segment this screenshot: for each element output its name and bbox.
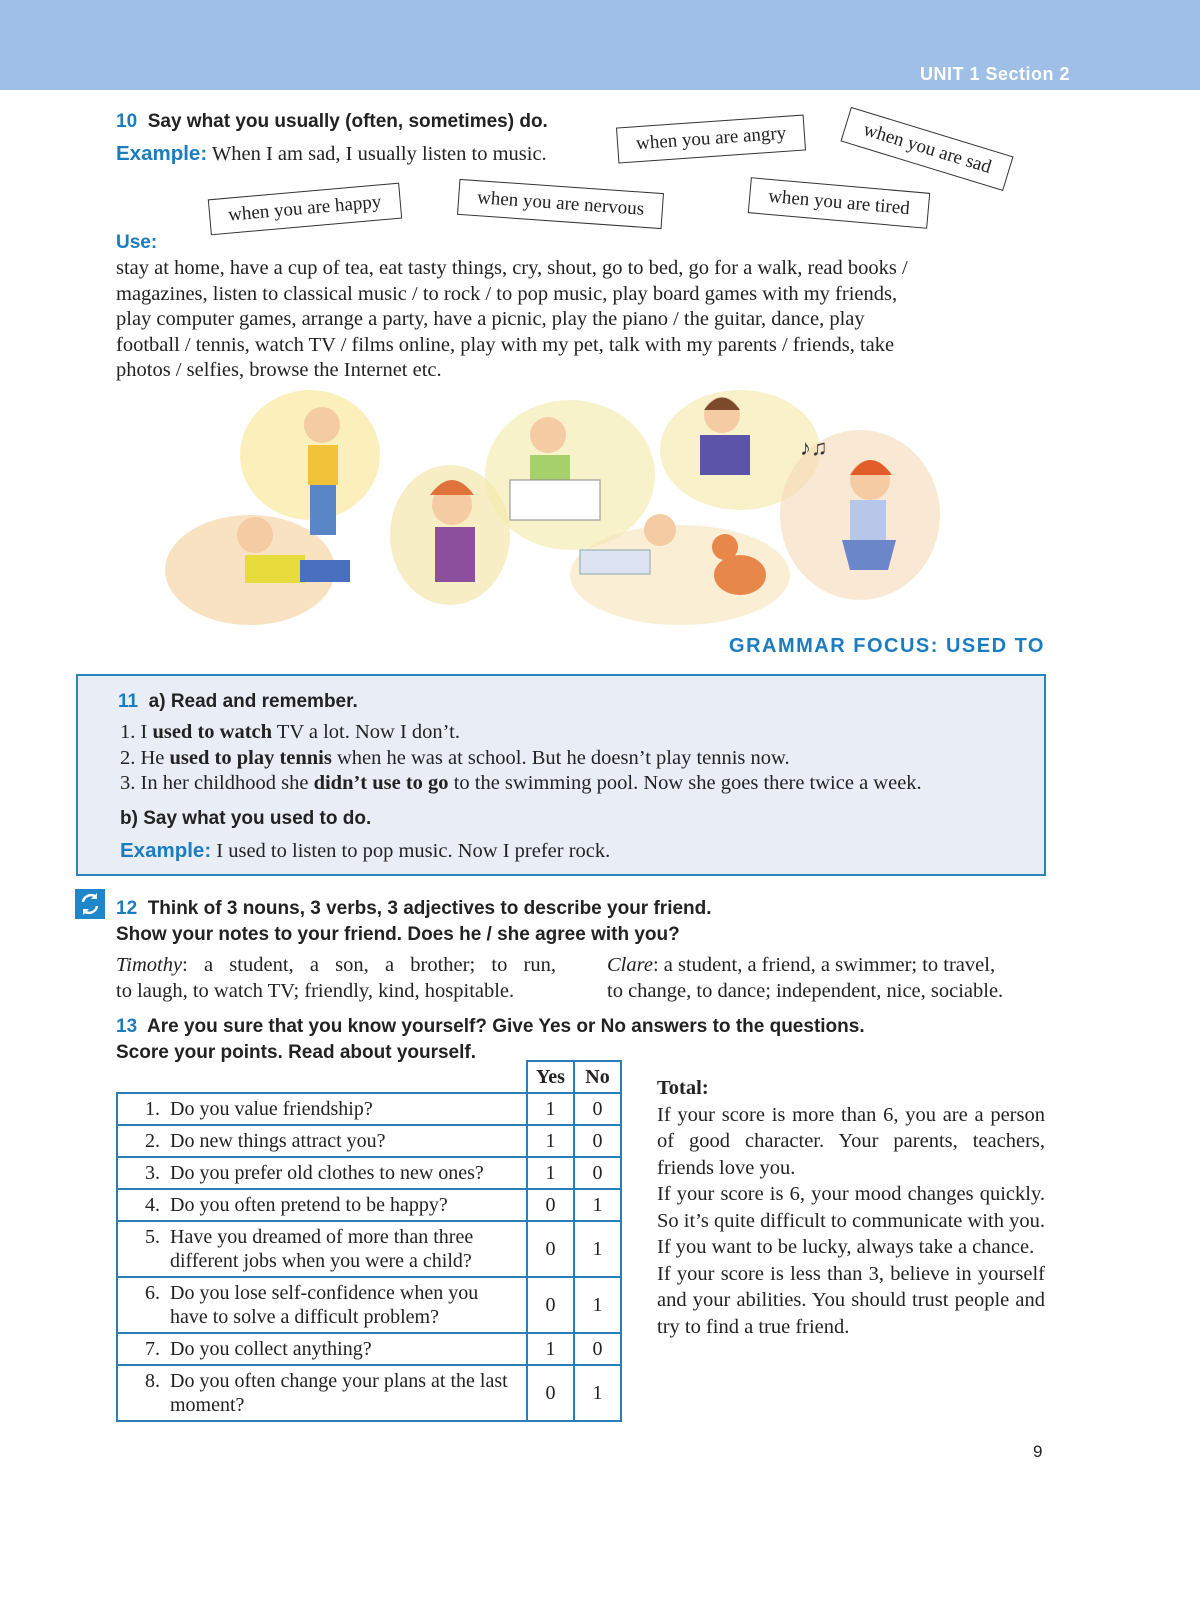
grammar-focus-heading: GRAMMAR FOCUS: USED TO [729, 635, 1045, 657]
question-cell: 5. Have you dreamed of more than three different jobs when you were a child? [117, 1221, 527, 1277]
yes-score-cell: 1 [527, 1125, 574, 1157]
no-score-cell: 1 [574, 1189, 621, 1221]
timothy-example: Timothy: a student, a son, a brother; to run, to laugh, to watch TV; friendly, kind, hospitable. [116, 954, 556, 1002]
yes-score-cell: 1 [527, 1333, 574, 1365]
example-label: Example: [116, 142, 208, 165]
quiz-row [117, 1365, 621, 1421]
no-score-cell: 1 [574, 1277, 621, 1333]
question-cell: 4. Do you often pretend to be happy? [117, 1189, 527, 1221]
score-paragraph: If your score is less than 3, believe in yourself and your abilities. You should trust people and try to find a true friend. [657, 1262, 1045, 1338]
task11-example: Example: I used to listen to pop music. Now I prefer rock. [120, 839, 611, 862]
question-cell: 3. Do you prefer old clothes to new ones? [117, 1157, 527, 1189]
instruction-text: a) Read and remember. [148, 691, 358, 712]
phrase-card: when you are angry [616, 114, 806, 163]
score-paragraph: If your score is more than 6, you are a person of good character. Your parents, teachers, friends love you. [657, 1103, 1045, 1179]
quiz-table [116, 1060, 622, 1422]
task10-example [116, 141, 547, 168]
no-score-cell: 0 [574, 1157, 621, 1189]
task11-part-b: b) Say what you used to do. [120, 808, 372, 829]
yes-score-cell: 1 [527, 1093, 574, 1125]
yes-score-cell: 0 [527, 1221, 574, 1277]
quiz-row [117, 1277, 621, 1333]
page-number: 9 [1033, 1442, 1043, 1461]
question-cell: 2. Do new things attract you? [117, 1125, 527, 1157]
use-line: football / tennis, watch TV / films online, play with my pet, talk with my parents / friends, take [116, 333, 895, 356]
unit-header-band [0, 0, 1200, 90]
yes-score-cell: 0 [527, 1365, 574, 1421]
svg-text:♪♫: ♪♫ [800, 435, 828, 460]
total-section [657, 1075, 1045, 1340]
task13-instruction: 13 Are you sure that you know yourself? Give Yes or No answers to the questions. Score your points. Read about yourself. [116, 1016, 865, 1063]
use-line: play computer games, arrange a party, have a picnic, play the piano / the guitar, dance, play [116, 308, 865, 330]
question-cell: 6. Do you lose self-confidence when you have to solve a difficult problem? [117, 1277, 527, 1333]
score-paragraph: If your score is 6, your mood changes quickly. So it’s quite difficult to communicate with you. If you want to be lucky, always take a chance. [657, 1183, 1045, 1258]
no-score-cell: 0 [574, 1333, 621, 1365]
use-label: Use: [116, 232, 158, 253]
no-score-cell: 1 [574, 1221, 621, 1277]
task12-instruction: 12 Think of 3 nouns, 3 verbs, 3 adjectives to describe your friend. Show your notes to your friend. Does he / she agree with you? [116, 898, 712, 945]
task-number: 11 [118, 691, 139, 712]
quiz-row [117, 1221, 621, 1277]
phrase-card: when you are tired [748, 177, 930, 229]
quiz-row [117, 1157, 621, 1189]
yes-score-cell: 0 [527, 1277, 574, 1333]
quiz-row [117, 1189, 621, 1221]
unit-section-title: UNIT 1 Section 2 [919, 64, 1070, 84]
column-header-no: No [574, 1061, 621, 1093]
no-score-cell: 1 [574, 1365, 621, 1421]
no-score-cell: 0 [574, 1125, 621, 1157]
total-label: Total: [657, 1077, 709, 1099]
grammar-box [76, 674, 1046, 876]
grammar-sentence: 3. In her childhood she didn’t use to go to the swimming pool. Now she goes there twice a week. [120, 772, 922, 794]
use-line: magazines, listen to classical music / to rock / to pop music, play board games with my friends, [116, 282, 898, 305]
yes-score-cell: 0 [527, 1189, 574, 1221]
yes-score-cell: 1 [527, 1157, 574, 1189]
clare-example: Clare: a student, a friend, a swimmer; to travel, to change, to dance; independent, nice, sociable. [607, 954, 1004, 1002]
pair-work-refresh-icon [75, 889, 105, 919]
question-cell: 8. Do you often change your plans at the last moment? [117, 1365, 527, 1421]
phrase-card: when you are happy [208, 183, 402, 236]
example-text: When I am sad, I usually listen to music. [207, 143, 547, 165]
column-header-yes: Yes [527, 1061, 574, 1093]
phrase-card: when you are sad [840, 107, 1014, 191]
instruction-text: Say what you usually (often, sometimes) do. [147, 111, 548, 132]
quiz-row [117, 1333, 621, 1365]
grammar-sentence: 2. He used to play tennis when he was at school. But he doesn’t play tennis now. [120, 746, 790, 769]
children-activities-illustration [160, 385, 960, 635]
task10-instruction [116, 109, 548, 135]
task-number: 10 [116, 111, 138, 132]
question-cell: 1. Do you value friendship? [117, 1093, 527, 1125]
question-cell: 7. Do you collect anything? [117, 1333, 527, 1365]
use-line: stay at home, have a cup of tea, eat tasty things, cry, shout, go to bed, go for a walk, read books / [116, 257, 908, 279]
use-line: photos / selfies, browse the Internet etc. [116, 359, 442, 381]
phrase-card: when you are nervous [457, 179, 664, 229]
quiz-row [117, 1093, 621, 1125]
no-score-cell: 0 [574, 1093, 621, 1125]
quiz-row [117, 1125, 621, 1157]
task11-part-a [118, 689, 358, 715]
grammar-sentence: 1. I used to watch TV a lot. Now I don’t. [120, 721, 460, 743]
